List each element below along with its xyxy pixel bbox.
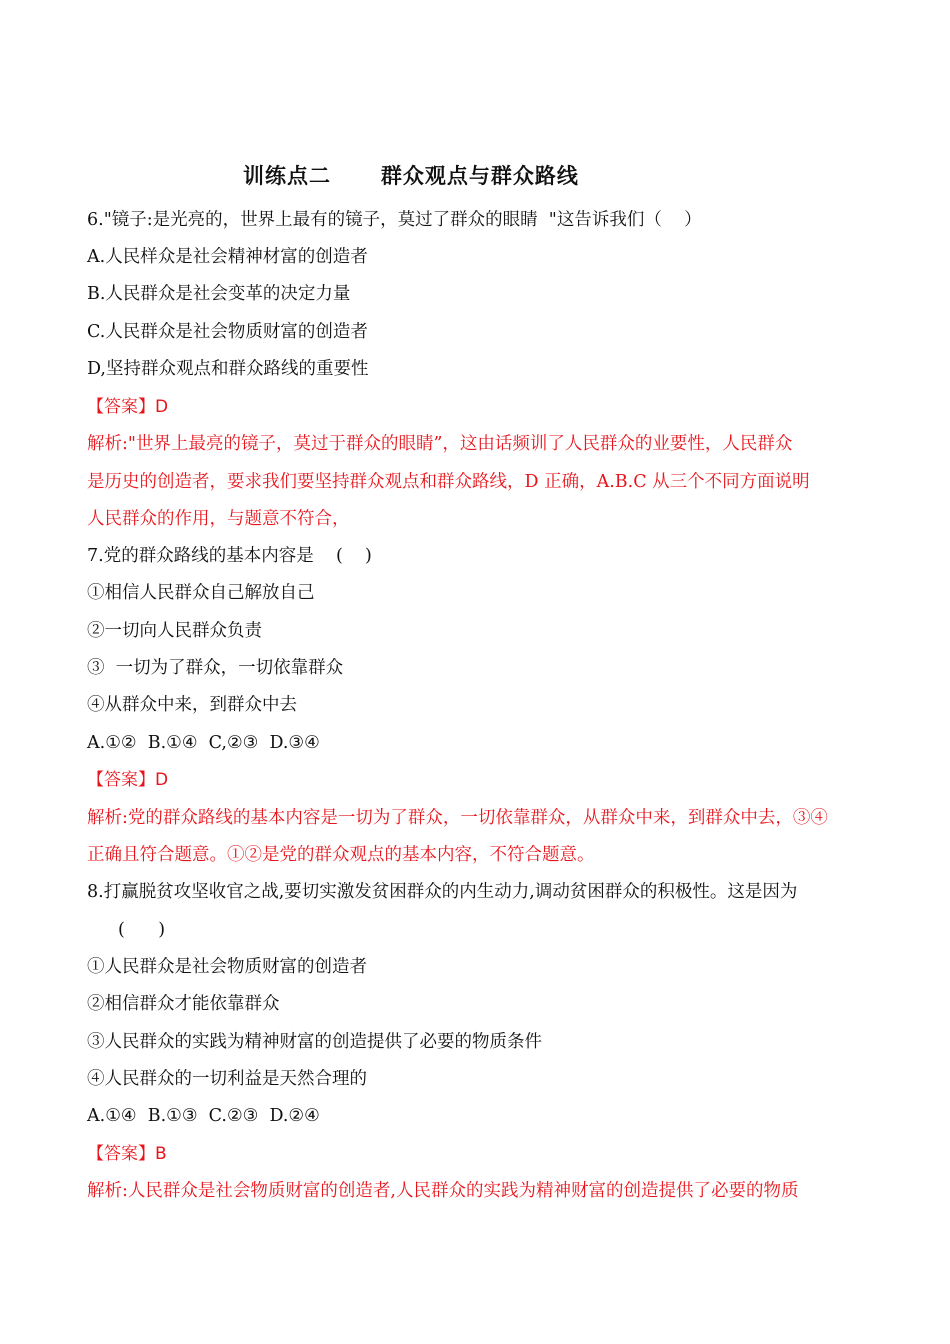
q6-option-d: D,坚持群众观点和群众路线的重要性 bbox=[87, 359, 369, 379]
q6-option-a: A.人民样众是社会精神材富的创造者 bbox=[87, 247, 368, 267]
q8-item-1: ①人民群众是社会物质财富的创造者 bbox=[87, 957, 367, 977]
q7-explanation-line: 解析:党的群众路线的基本内容是一切为了群众，一切依靠群众，从群众中来，到群众中去，③④ bbox=[87, 808, 828, 828]
q7-item-1: ①相信人民群众自己解放自己 bbox=[87, 583, 315, 603]
q8-answer: 【答案】B bbox=[87, 1144, 167, 1164]
q7-options: A.①② B.①④ C,②③ D.③④ bbox=[87, 733, 320, 753]
q7-stem: 7.党的群众路线的基本内容是 ( ) bbox=[87, 546, 372, 566]
q6-explanation-line: 是历史的创造者，要求我们要坚持群众观点和群众路线，D 正确，A.B.C 从三个不同方面说明 bbox=[87, 472, 810, 492]
q8-stem: 8.打赢脱贫攻坚收官之战,要切实激发贫困群众的内生动力,调动贫困群众的积极性。这是因为 bbox=[87, 882, 798, 902]
q8-item-3: ③人民群众的实践为精神财富的创造提供了必要的物质条件 bbox=[87, 1032, 542, 1052]
q8-options: A.①④ B.①③ C.②③ D.②④ bbox=[87, 1106, 320, 1126]
q7-explanation-line: 正确且符合题意。①②是党的群众观点的基本内容，不符合题意。 bbox=[87, 845, 595, 865]
q7-item-2: ②一切向人民群众负责 bbox=[87, 621, 262, 641]
q7-item-3: ③ 一切为了群众，一切依靠群众 bbox=[87, 658, 344, 678]
q8-explanation-line: 解析:人民群众是社会物质财富的创造者,人民群众的实践为精神财富的创造提供了必要的物质 bbox=[87, 1181, 799, 1201]
q8-item-2: ②相信群众才能依靠群众 bbox=[87, 994, 280, 1014]
q6-option-c: C.人民群众是社会物质财富的创造者 bbox=[87, 322, 368, 342]
section-title: 训练点二 群众观点与群众路线 bbox=[243, 164, 579, 188]
q8-item-4: ④人民群众的一切利益是天然合理的 bbox=[87, 1069, 367, 1089]
q6-answer: 【答案】D bbox=[87, 397, 169, 417]
q8-stem-bracket: ( ) bbox=[118, 920, 166, 940]
q6-stem: 6."镜子:是光亮的，世界上最有的镜子，莫过了群众的眼睛 "这告诉我们（ ） bbox=[87, 210, 702, 230]
q6-explanation-line: 解析:"世界上最亮的镜子，莫过于群众的眼睛”，这由话频训了人民群众的业要性，人民群众 bbox=[87, 434, 793, 454]
q6-explanation-line: 人民群众的作用，与题意不符合， bbox=[87, 509, 350, 529]
q7-item-4: ④从群众中来，到群众中去 bbox=[87, 695, 297, 715]
q6-option-b: B.人民群众是社会变革的决定力量 bbox=[87, 284, 351, 304]
q7-answer: 【答案】D bbox=[87, 770, 169, 790]
